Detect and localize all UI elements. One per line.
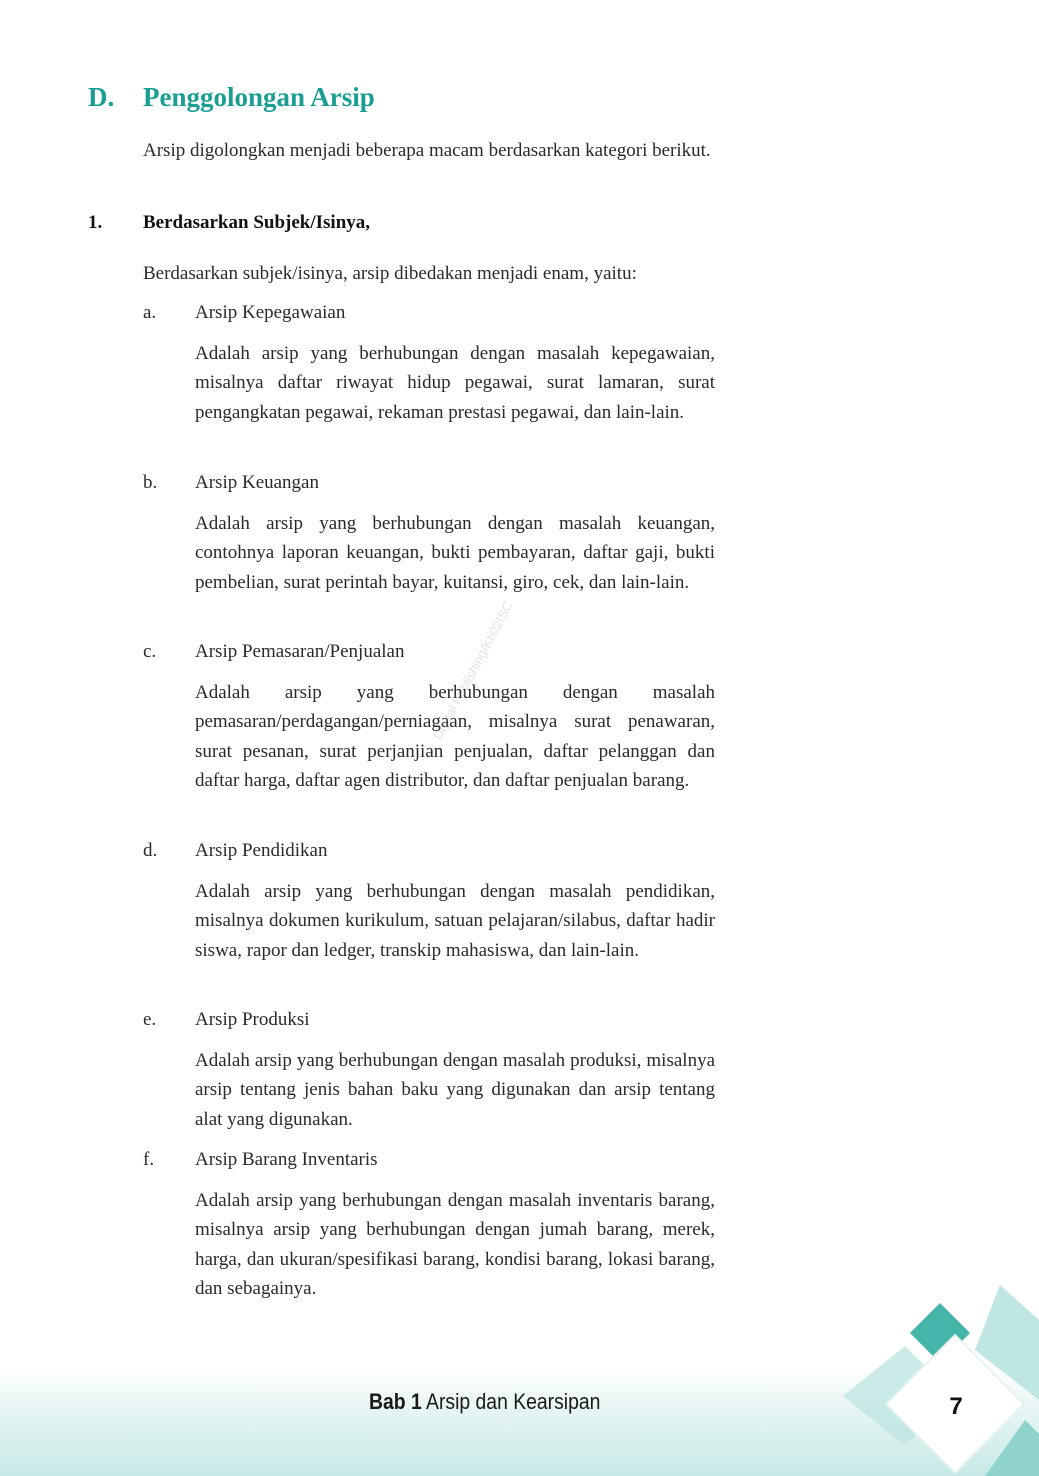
item-title: Arsip Kepegawaian xyxy=(195,302,346,323)
item-letter: d. xyxy=(143,840,158,861)
item-description: Adalah arsip yang berhubungan dengan masalah pendidikan, misalnya dokumen kurikulum, satuan pelajaran/silabus, daftar hadir siswa, rapor dan ledger, transkip mahasiswa, dan lain-lain. xyxy=(195,881,715,961)
item-description: Adalah arsip yang berhubungan dengan masalah inventaris barang, misalnya arsip yang berhubungan dengan jumah barang, merek, harga, dan ukuran/spesifikasi barang, kondisi barang, lokasi barang, dan sebagainya. xyxy=(195,1190,715,1299)
item-description: Adalah arsip yang berhubungan dengan masalah pemasaran/perdagangan/perniagaan, misalnya surat penawaran, surat pesanan, surat perjanjian penjualan, daftar pelanggan dan daftar harga, daftar agen distributor, dan daftar penjualan barang. xyxy=(195,682,715,791)
item-description: Adalah arsip yang berhubungan dengan masalah keuangan, contohnya laporan keuangan, bukti pembayaran, daftar gaji, bukti pembelian, surat perintah bayar, kuitansi, giro, cek, dan lain-lain. xyxy=(195,513,715,593)
item-title: Arsip Pendidikan xyxy=(195,840,328,861)
section-title: Penggolongan Arsip xyxy=(143,82,375,112)
section-letter: D. xyxy=(88,82,115,112)
item-letter: b. xyxy=(143,472,158,493)
chapter-title: Arsip dan Kearsipan xyxy=(426,1389,601,1414)
subsection-intro: Berdasarkan subjek/isinya, arsip dibedakan menjadi enam, yaitu: xyxy=(143,263,637,284)
item-letter: a. xyxy=(143,302,157,323)
item-letter: c. xyxy=(143,641,157,662)
item-description: Adalah arsip yang berhubungan dengan masalah produksi, misalnya arsip tentang jenis bahan baku yang digunakan dan arsip tentang alat yang digunakan. xyxy=(195,1050,715,1130)
item-title: Arsip Barang Inventaris xyxy=(195,1149,378,1170)
item-letter: e. xyxy=(143,1009,157,1030)
footer-chapter xyxy=(369,1389,600,1415)
item-title: Arsip Keuangan xyxy=(195,472,319,493)
section-intro: Arsip digolongkan menjadi beberapa macam berdasarkan kategori berikut. xyxy=(143,140,711,161)
subsection-number: 1. xyxy=(88,212,103,233)
chapter-label: Bab 1 xyxy=(369,1389,422,1414)
item-description: Adalah arsip yang berhubungan dengan masalah kepegawaian, misalnya daftar riwayat hidup pegawai, surat lamaran, surat pengangkatan pegawai, rekaman prestasi pegawai, dan lain-lain. xyxy=(195,343,715,423)
watermark: Digital Publishing/Kti02ISC xyxy=(430,598,516,743)
item-title: Arsip Produksi xyxy=(195,1009,310,1030)
subsection-title: Berdasarkan Subjek/Isinya, xyxy=(143,212,371,233)
page-number: 7 xyxy=(949,1393,963,1420)
item-letter: f. xyxy=(143,1149,155,1170)
item-title: Arsip Pemasaran/Penjualan xyxy=(195,641,405,662)
